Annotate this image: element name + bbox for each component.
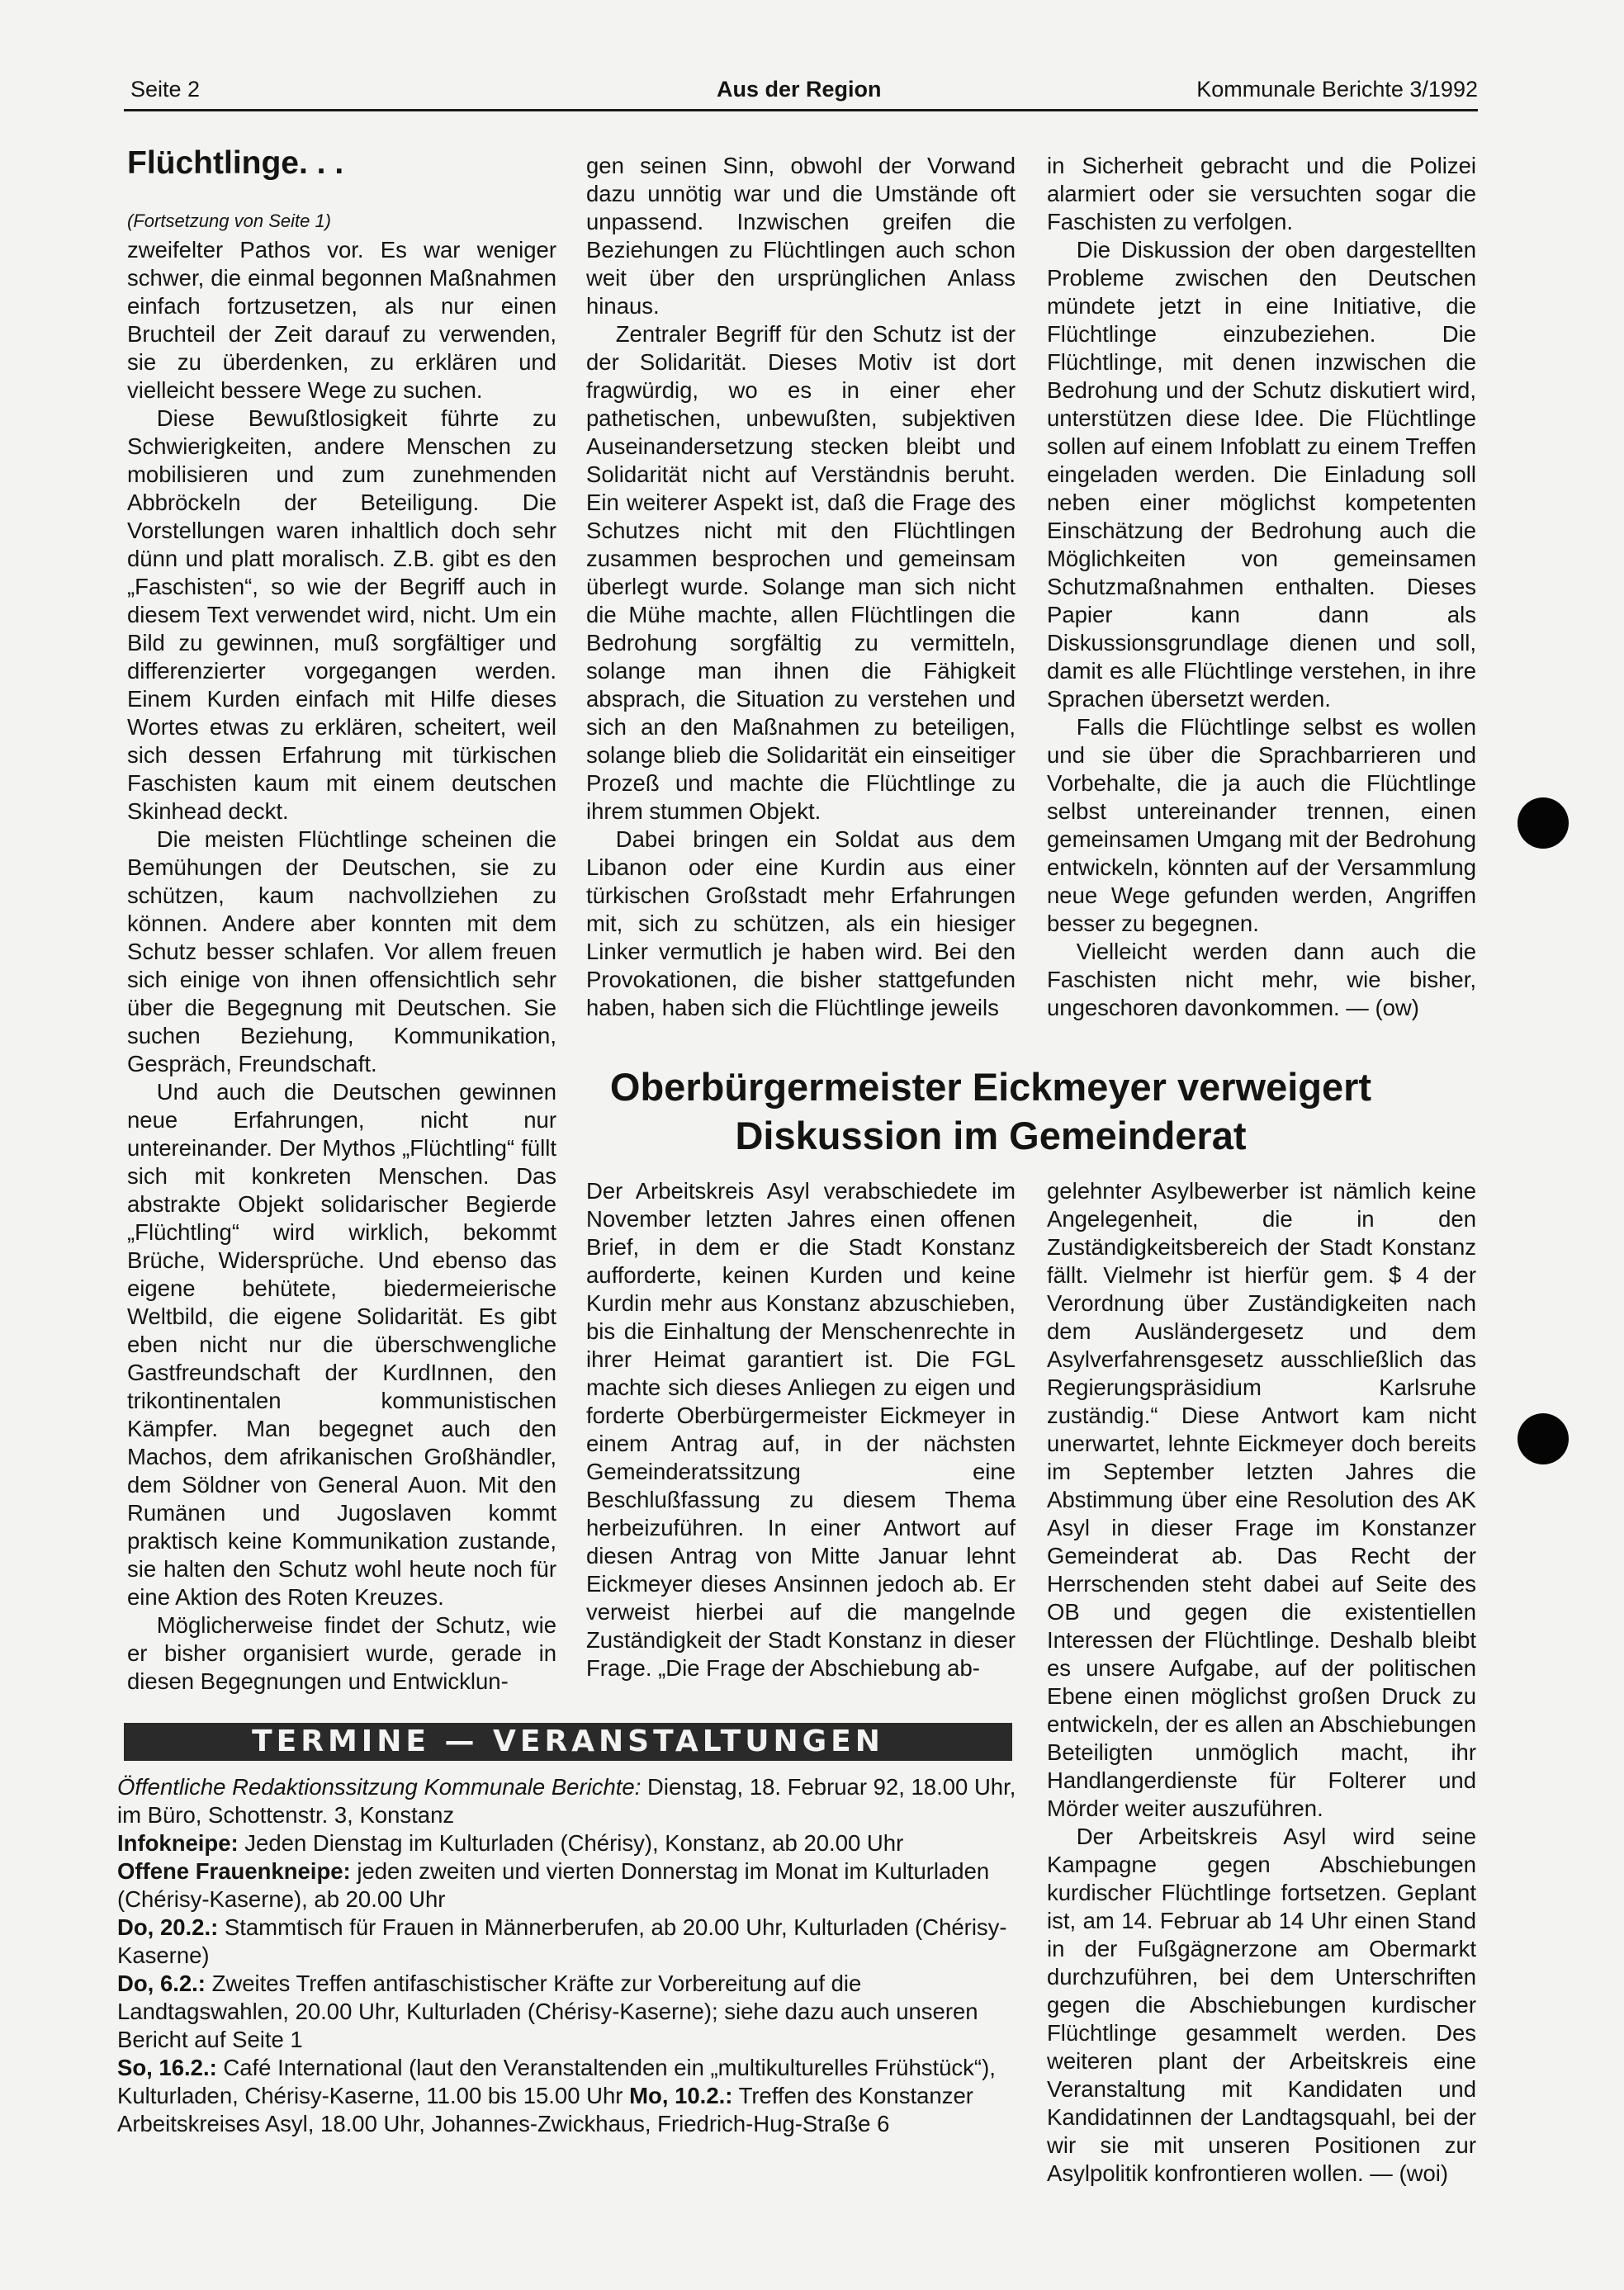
article2-column-1 [586, 1177, 1016, 1682]
event-label: Do, 6.2.: [117, 1971, 206, 1996]
paragraph: Dabei bringen ein Soldat aus dem Libanon oder eine Kurdin aus einer türkischen Großstadt mehr Erfahrungen mit, sich zu schützen, als ein hiesiger Linker vermutlich je haben wird. Bei den Provokationen, die bisher stattgefunden haben, haben sich die Flüchtlinge jeweils [586, 826, 1016, 1020]
paragraph: Die meisten Flüchtlinge scheinen die Bemühungen der Deutschen, sie zu schützen, kaum nachvollziehen zu können. Andere aber konnten mit dem Schutz besser schlafen. Vor allem freuen sich einige von ihnen offensichtlich sehr über die Begegnung mit Deutschen. Sie suchen Beziehung, Kommunikation, Gespräch, Freundschaft. [127, 826, 556, 1076]
continuation-note: (Fortsetzung von Seite 1) [127, 211, 332, 231]
event-text: jeden zweiten und vierten Donnerstag im Monat im Kulturladen (Chérisy-Kaserne), ab 20.00 Uhr [117, 1858, 990, 1912]
event-label: Öffentliche Redaktionssitzung Kommunale Berichte: [117, 1774, 642, 1800]
article2-headline: Oberbürgermeister Eickmeyer verweigert Diskussion im Gemeinderat [609, 1065, 1372, 1157]
event-label: Do, 20.2.: [117, 1914, 219, 1940]
paragraph: gelehnter Asylbewerber ist nämlich keine Angelegenheit, die in den Zuständigkeitsbereich der Stadt Konstanz fällt. Vielmehr ist hierfür gem. $ 4 der Verordnung über Zuständigkeiten nach dem Ausländergesetz und dem Asylverfahrensgesetz ausschließlich das Regierungspräsidium Karlsruhe zuständig.“ Diese Antwort kam nicht unerwartet, lehnte Eickmeyer doch bereits im September letzten Jahres die Abstimmung über eine Resolution des AK Asyl in dieser Frage im Konstanzer Gemeinderat ab. Das Recht der Herrschenden steht dabei auf Seite des OB und gegen die existentiellen Interessen der Flüchtlinge. Deshalb bleibt es unsere Aufgabe, auf der politischen Ebene einen möglichst großen Druck zu entwickeln, der es allen an Abschiebungen Beteiligten unmöglich macht, ihr Handlangerdienste für Folterer und Mörder weiter auszuführen. [1047, 1178, 1476, 1821]
event-text: Zweites Treffen antifaschistischer Kräfte zur Vorbereitung auf die Landtagswahlen, 20.00 Uhr, Kulturladen (Chérisy-Kaserne); siehe dazu auch unseren Bericht auf Seite 1 [117, 1971, 978, 2052]
event-text: Café International (laut den Veranstaltenden ein „multikulturelles Frühstück“), Kulturladen, Chérisy-Kaserne, 11.00 bis 15.00 Uhr [117, 2055, 996, 2108]
paragraph: in Sicherheit gebracht und die Polizei alarmiert oder sie versuchten sogar die Faschisten zu verfolgen. [1047, 153, 1476, 234]
paragraph: Der Arbeitskreis Asyl verabschiedete im November letzten Jahres einen offenen Brief, in dem er die Stadt Konstanz aufforderte, keinen Kurden und keine Kurdin mehr aus Konstanz abzuschieben, bis die Einhaltung der Menschenrechte in ihrer Heimat garantiert ist. Die FGL machte sich dieses Anliegen zu eigen und forderte Oberbürgermeister Eickmeyer in einem Antrag auf, in der nächsten Gemeinderatssitzung eine Beschlußfassung zu diesem Thema herbeizuführen. In einer Antwort auf diesen Antrag von Mitte Januar lehnt Eickmeyer dieses Ansinnen jedoch ab. Er verweist hierbei auf die mangelnde Zuständigkeit der Stadt Konstanz in dieser Frage. „Die Frage der Abschiebung ab- [586, 1178, 1016, 1681]
article2-column-2 [1047, 1177, 1476, 2188]
event-item [117, 1773, 1017, 1829]
paragraph: zweifelter Pathos vor. Es war weniger schwer, die einmal begonnen Maßnahmen einfach fortzusetzen, als nur einen Bruchteil der Zeit darauf zu verwenden, sie zu überdenken, zu erklären und vielleicht bessere Wege zu suchen. [127, 237, 556, 403]
event-text: Treffen des Konstanzer Arbeitskreises Asyl, 18.00 Uhr, Johannes-Zwickhaus, Friedrich-Hug-Straße 6 [117, 2083, 973, 2136]
article1-column-1 [127, 236, 556, 1696]
paragraph: Die Diskussion der oben dargestellten Probleme zwischen den Deutschen mündete jetzt in eine Initiative, die Flüchtlinge einzubeziehen. Die Flüchtlinge, mit denen inzwischen die Bedrohung und der Schutz diskutiert wird, unterstützen diese Idee. Die Flüchtlinge sollen auf einem Infoblatt zu einem Treffen eingeladen werden. Die Einladung soll neben einer möglichst kompetenten Einschätzung der Bedrohung auch die Möglichkeiten von gemeinsamen Schutzmaßnahmen enthalten. Dieses Papier kann dann als Diskussionsgrundlage dienen und soll, damit es alle Flüchtlinge verstehen, in ihre Sprachen übersetzt werden. [1047, 237, 1476, 712]
event-text: Stammtisch für Frauen in Männerberufen, ab 20.00 Uhr, Kulturladen (Chérisy-Kaserne) [117, 1914, 1007, 1968]
article1-column-3 [1047, 152, 1476, 1022]
punch-hole [1517, 797, 1569, 849]
paragraph: Zentraler Begriff für den Schutz ist der der Solidarität. Dieses Motiv ist dort fragwürdig, wo es in einer eher pathetischen, unbewußten, subjektiven Auseinandersetzung stecken bleibt und Solidarität nicht auf Verständnis beruht. Ein weiterer Aspekt ist, daß die Frage des Schutzes nicht mit den Flüchtlingen zusammen besprochen und gemeinsam überlegt wurde. Solange man sich nicht die Mühe machte, allen Flüchtlingen die Bedrohung sorgfältig zu vermitteln, solange man ihnen die Fähigkeit absprach, die Situation zu verstehen und sich an den Maßnahmen zu beteiligen, solange blieb die Solidarität ein einseitiger Prozeß und machte die Flüchtlinge zu ihrem stummen Objekt. [586, 321, 1016, 824]
paragraph: gen seinen Sinn, obwohl der Vorwand dazu unnötig war und die Umstände oft unpassend. Inzwischen greifen die Beziehungen zu Flüchtlingen auch schon weit über den ursprünglichen Anlass hinaus. [586, 153, 1016, 319]
paragraph: Falls die Flüchtlinge selbst es wollen und sie über die Sprachbarrieren und Vorbehalte, die ja auch die Flüchtlinge selbst untereinander trennen, einen gemeinsamen Umgang mit der Bedrohung entwickeln, könnten auf der Versammlung neue Wege gefunden werden, Angriffen besser zu begegnen. [1047, 714, 1476, 936]
paragraph: Möglicherweise findet der Schutz, wie er bisher organisiert wurde, gerade in diesen Begegnungen und Entwicklun- [127, 1612, 556, 1694]
paragraph: Vielleicht werden dann auch die Faschisten nicht mehr, wie bisher, ungeschoren davonkommen. — (ow) [1047, 939, 1476, 1020]
paragraph: Und auch die Deutschen gewinnen neue Erfahrungen, nicht nur untereinander. Der Mythos „Flüchtling“ füllt sich mit konkreten Menschen. Das abstrakte Objekt solidarischer Begierde „Flüchtling“ wird wirklich, bekommt Brüche, Widersprüche. Und ebenso das eigene behütete, biedermeierische Weltbild, die eigene Solidarität. Es gibt eben nicht nur die überschwengliche Gastfreundschaft der KurdInnen, den trikontinentalen kommunistischen Kämpfer. Man begegnet auch den Machos, dem afrikanischen Großhändler, dem Söldner von General Auon. Mit den Rumänen und Jugoslaven kommt praktisch keine Kommunikation zustande, sie halten den Schutz wohl heute noch für eine Aktion des Roten Kreuzes. [127, 1079, 556, 1610]
event-text: Jeden Dienstag im Kulturladen (Chérisy), Konstanz, ab 20.00 Uhr [238, 1830, 904, 1856]
page-number: Seite 2 [130, 77, 201, 102]
event-label: Mo, 10.2.: [629, 2083, 733, 2108]
events-banner: TERMINE — VERANSTALTUNGEN [124, 1723, 1012, 1761]
event-label: Infokneipe: [117, 1830, 239, 1856]
event-label: Offene Frauenkneipe: [117, 1858, 351, 1884]
paragraph: Diese Bewußtlosigkeit führte zu Schwierigkeiten, andere Menschen zu mobilisieren und zum zunehmenden Abbröckeln der Beteiligung. Die Vorstellungen waren inhaltlich doch sehr dünn und platt moralisch. Z.B. gibt es den „Faschisten“, so wie der Begriff auch in diesem Text verwendet wird, nicht. Um ein Bild zu gewinnen, muß sorgfältiger und differenzierter vorgegangen werden. Einem Kurden einfach mit Hilfe dieses Wortes etwas zu erklären, scheitert, weil sich dessen Erfahrung mit türkischen Faschisten kaum mit einem deutschen Skinhead deckt. [127, 405, 556, 824]
paragraph: Der Arbeitskreis Asyl wird seine Kampagne gegen Abschiebungen kurdischer Flüchtlinge fortsetzen. Geplant ist, am 14. Februar ab 14 Uhr einen Stand in der Fußgägnerzone am Obermarkt durchzuführen, bei dem Unterschriften gegen die Abschiebungen kurdischer Flüchtlinge gesammelt werden. Des weiteren plant der Arbeitskreis eine Veranstaltung mit Kandidaten und Kandidatinnen der Landtagsquahl, bei der wir sie mit unseren Positionen zur Asylpolitik konfrontieren wollen. — (woi) [1047, 1824, 1476, 2186]
article1-column-2 [586, 152, 1016, 1022]
issue-label: Kommunale Berichte 3/1992 [1196, 77, 1478, 102]
event-item [117, 1829, 1017, 1857]
event-label: So, 16.2.: [117, 2055, 217, 2080]
event-item [117, 1970, 1017, 2054]
article-title: Flüchtlinge. . . [127, 145, 344, 181]
page-header [124, 73, 1478, 111]
event-item [117, 1914, 1017, 1970]
events-list [117, 1773, 1017, 2138]
event-item [117, 2054, 1017, 2138]
event-item [117, 1857, 1017, 1914]
event-text: Dienstag, 18. Februar 92, 18.00 Uhr, im Büro, Schottenstr. 3, Konstanz [117, 1774, 1016, 1828]
section-title: Aus der Region [717, 77, 882, 102]
punch-hole [1517, 1413, 1569, 1464]
